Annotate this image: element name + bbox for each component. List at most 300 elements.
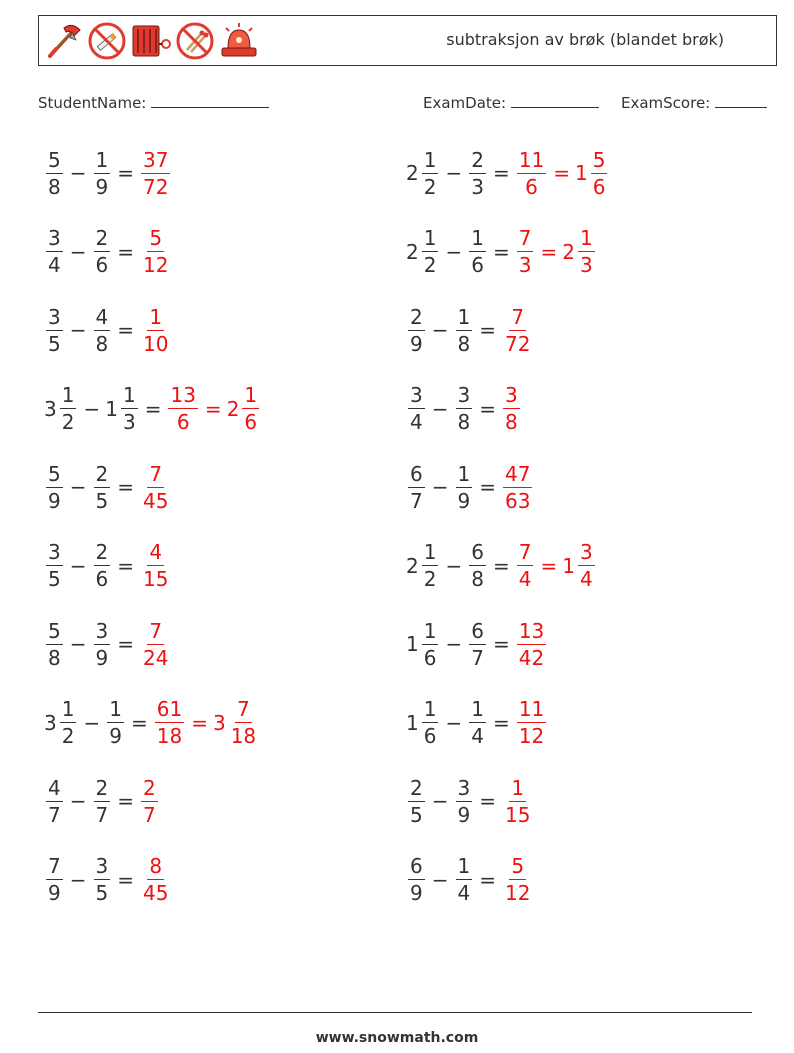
minuend-numerator: 3 — [410, 383, 423, 407]
minuend-denominator: 2 — [423, 253, 437, 277]
answer-mixed-number-whole: 2 — [562, 239, 575, 264]
minus-sign: − — [431, 475, 449, 499]
answer-fraction-numerator: 37 — [143, 147, 169, 172]
subtrahend-numerator: 1 — [109, 697, 122, 721]
answer-mixed-number — [574, 147, 609, 199]
answer-fraction-numerator: 5 — [511, 854, 525, 878]
answer-fraction-numerator: 11 — [518, 147, 545, 172]
answer-fraction-fraction — [141, 228, 170, 275]
minuend-denominator: 2 — [61, 410, 75, 434]
answer-fraction-fraction — [517, 699, 546, 746]
subtrahend — [454, 461, 475, 513]
exam-score-blank[interactable] — [715, 93, 767, 108]
answer-fraction-denominator: 24 — [143, 645, 169, 670]
answer-fraction-numerator: 7 — [149, 618, 163, 643]
answer-fraction — [139, 147, 172, 199]
subtrahend-fraction — [94, 461, 111, 513]
minuend-denominator: 9 — [410, 881, 423, 905]
answer-mixed-number-whole: 1 — [574, 161, 588, 185]
minuend — [44, 618, 65, 670]
minuend-denominator: 2 — [423, 567, 437, 591]
answer-fraction — [139, 618, 172, 670]
answer-fraction-fraction — [503, 775, 532, 827]
answer-fraction-numerator: 7 — [511, 304, 525, 329]
minuend-whole: 2 — [406, 553, 419, 578]
equals-sign: = — [117, 632, 134, 656]
minuend-numerator: 1 — [423, 540, 437, 564]
minuend-fraction — [408, 304, 425, 356]
minuend-numerator: 2 — [410, 304, 423, 329]
answer-fraction-denominator: 18 — [156, 724, 183, 748]
answer-fraction-fraction — [503, 385, 520, 432]
subtrahend-denominator: 9 — [95, 174, 109, 199]
problem-row — [44, 378, 261, 440]
answer-fraction — [139, 304, 172, 356]
minus-sign: − — [69, 475, 87, 499]
answer-fraction-numerator: 61 — [156, 697, 183, 721]
subtrahend — [467, 699, 488, 746]
answer-fraction — [139, 461, 172, 513]
answer-mixed-number-fraction — [242, 385, 259, 432]
minus-sign: − — [445, 553, 463, 578]
minuend-denominator: 7 — [410, 488, 423, 513]
minuend — [406, 618, 440, 670]
equals-sign: = — [479, 475, 496, 499]
minuend — [44, 856, 65, 903]
minus-sign: − — [445, 710, 463, 735]
answer-mixed-number-denominator: 3 — [579, 253, 593, 277]
minuend — [406, 304, 427, 356]
minuend-numerator: 1 — [61, 697, 75, 721]
subtrahend-fraction — [469, 147, 486, 199]
subtrahend — [454, 856, 475, 903]
answer-mixed-number-fraction — [578, 542, 595, 589]
subtrahend-numerator: 3 — [457, 383, 471, 407]
minuend-denominator: 8 — [48, 645, 61, 670]
minuend-whole: 2 — [406, 239, 419, 264]
subtrahend-denominator: 9 — [95, 645, 109, 670]
answer-fraction-numerator: 8 — [149, 854, 163, 878]
problem-row — [406, 849, 534, 911]
answer-mixed-number-fraction — [591, 147, 608, 199]
answer-fraction-denominator: 6 — [525, 174, 538, 199]
minuend-fraction — [46, 542, 63, 589]
subtrahend — [92, 856, 113, 903]
answer-fraction-denominator: 45 — [143, 488, 169, 513]
problem-row — [406, 299, 534, 361]
subtrahend-fraction — [94, 618, 111, 670]
answer-mixed-number-whole: 3 — [212, 710, 226, 735]
subtrahend-fraction — [94, 228, 111, 275]
equals-sign: = — [492, 239, 510, 264]
subtrahend-fraction — [469, 542, 486, 589]
subtrahend-denominator: 8 — [471, 567, 484, 591]
answer-fraction — [515, 228, 536, 275]
subtrahend-denominator: 6 — [95, 253, 109, 277]
subtrahend-numerator: 6 — [471, 540, 484, 564]
subtrahend — [92, 618, 113, 670]
subtrahend — [467, 542, 488, 589]
equals-sign: = — [479, 318, 496, 342]
answer-fraction — [166, 385, 199, 432]
answer-mixed-number-numerator: 5 — [592, 147, 606, 172]
subtrahend-numerator: 1 — [471, 697, 484, 721]
answer-fraction — [139, 775, 160, 827]
answer-fraction-numerator: 13 — [170, 383, 196, 407]
answer-fraction-denominator: 7 — [143, 802, 156, 827]
answer-fraction-fraction — [503, 461, 532, 513]
equals-sign: = — [479, 396, 496, 421]
subtrahend-denominator: 5 — [95, 881, 109, 905]
equals-sign: = — [479, 789, 496, 813]
subtrahend-fraction — [94, 775, 111, 827]
minuend-denominator: 2 — [423, 174, 437, 199]
subtrahend — [454, 304, 475, 356]
answer-fraction-numerator: 5 — [149, 226, 163, 250]
student-name-blank[interactable] — [151, 93, 269, 108]
subtrahend-fraction — [94, 304, 111, 356]
worksheet-header — [38, 15, 777, 66]
minuend — [406, 542, 440, 589]
answer-mixed-number-denominator: 6 — [244, 410, 258, 434]
problem-row — [44, 299, 172, 361]
subtrahend-denominator: 8 — [457, 410, 471, 434]
fire-axe-icon — [42, 20, 84, 62]
subtrahend — [92, 147, 113, 199]
answer-mixed-number-denominator: 4 — [579, 567, 593, 591]
minuend — [406, 147, 440, 199]
footer-divider — [38, 1012, 752, 1013]
problem-row — [44, 221, 172, 283]
exam-score-label: ExamScore: — [621, 94, 711, 112]
exam-date-blank[interactable] — [511, 93, 599, 108]
minuend-numerator: 1 — [61, 383, 75, 407]
subtrahend-denominator: 6 — [471, 253, 484, 277]
minuend-numerator: 1 — [423, 697, 437, 721]
minuend — [44, 699, 78, 746]
answer-mixed-number-numerator: 1 — [579, 226, 593, 250]
subtrahend-denominator: 8 — [95, 331, 109, 356]
minuend-fraction — [408, 461, 425, 513]
equals-sign: = — [492, 632, 510, 656]
equals-sign: = — [144, 396, 162, 421]
subtrahend-numerator: 3 — [95, 618, 109, 643]
subtrahend — [454, 385, 475, 432]
subtrahend-fraction — [456, 461, 473, 513]
subtrahend — [92, 542, 113, 589]
minuend-fraction — [422, 542, 439, 589]
fire-alarm-siren-icon — [218, 20, 260, 62]
minus-sign: − — [83, 710, 101, 735]
answer-mixed-number-whole: 1 — [562, 553, 575, 578]
minus-sign: − — [445, 632, 463, 656]
exam-score-field — [621, 93, 767, 112]
answer-mixed-number-numerator: 7 — [237, 697, 250, 721]
problem-row — [44, 142, 172, 204]
minuend-whole: 3 — [44, 710, 57, 735]
minuend-fraction — [408, 385, 425, 432]
minuend — [44, 775, 65, 827]
problem-row — [406, 221, 597, 283]
minuend-denominator: 6 — [423, 645, 437, 670]
subtrahend — [467, 147, 488, 199]
minuend-denominator: 8 — [48, 174, 61, 199]
subtrahend-fraction — [456, 856, 473, 903]
subtrahend — [467, 228, 488, 275]
minus-sign: − — [431, 789, 449, 813]
minuend-whole: 1 — [406, 710, 419, 735]
minuend-numerator: 1 — [423, 147, 437, 172]
answer-fraction-fraction — [503, 856, 532, 903]
subtrahend-numerator: 4 — [95, 304, 109, 329]
minuend — [44, 304, 65, 356]
answer-fraction-denominator: 45 — [143, 881, 169, 905]
subtrahend-numerator: 3 — [457, 775, 471, 800]
minuend — [406, 856, 427, 903]
answer-fraction-denominator: 12 — [143, 253, 169, 277]
answer-fraction — [153, 699, 186, 746]
answer-mixed-number-fraction — [578, 228, 595, 275]
answer-fraction-numerator: 3 — [505, 383, 518, 407]
problem-row — [406, 613, 548, 675]
subtrahend-numerator: 2 — [95, 226, 109, 250]
minuend — [406, 775, 427, 827]
subtrahend-numerator: 2 — [95, 540, 109, 564]
answer-mixed-number — [227, 385, 261, 432]
minuend-fraction — [60, 699, 77, 746]
subtrahend-numerator: 1 — [457, 461, 471, 486]
minuend-numerator: 5 — [48, 618, 61, 643]
minuend — [406, 461, 427, 513]
minus-sign: − — [83, 396, 101, 421]
answer-fraction-denominator: 3 — [518, 253, 532, 277]
answer-fraction-numerator: 1 — [149, 304, 163, 329]
equals-sign: = — [492, 161, 510, 185]
answer-fraction-fraction — [141, 147, 170, 199]
minus-sign: − — [69, 867, 87, 892]
equals-sign: = — [117, 161, 134, 185]
answer-fraction-denominator: 8 — [505, 410, 518, 434]
subtrahend-numerator: 1 — [457, 304, 471, 329]
minuend — [406, 228, 440, 275]
minuend-numerator: 3 — [48, 226, 61, 250]
subtrahend-fraction — [469, 699, 486, 746]
subtrahend-denominator: 9 — [109, 724, 122, 748]
minuend-whole: 3 — [44, 396, 57, 421]
footer-url: www.snowmath.com — [315, 1030, 479, 1046]
subtrahend-numerator: 1 — [95, 147, 109, 172]
subtrahend-denominator: 7 — [95, 802, 109, 827]
answer-fraction-fraction — [141, 856, 170, 903]
minuend-denominator: 9 — [48, 488, 61, 513]
answer-fraction-numerator: 13 — [518, 618, 545, 643]
minus-sign: − — [69, 632, 87, 656]
subtrahend — [92, 304, 113, 356]
subtrahend-denominator: 5 — [95, 488, 109, 513]
minuend-fraction — [46, 461, 63, 513]
problem-row — [406, 378, 522, 440]
minuend — [406, 385, 427, 432]
minuend-denominator: 5 — [48, 567, 61, 591]
answer-fraction — [501, 856, 534, 903]
minuend — [44, 461, 65, 513]
problem-row — [44, 849, 172, 911]
equals-sign: = — [117, 475, 134, 499]
no-smoking-icon — [86, 20, 128, 62]
answer-fraction — [139, 542, 172, 589]
exam-date-field — [423, 93, 599, 112]
equals-sign: = — [492, 710, 510, 735]
answer-fraction — [515, 699, 548, 746]
answer-fraction — [515, 542, 536, 589]
answer-mixed-number-numerator: 3 — [579, 540, 593, 564]
answer-equals-sign: = — [553, 161, 570, 185]
student-name-label: StudentName: — [38, 94, 147, 112]
answer-mixed-number — [562, 542, 596, 589]
subtrahend-fraction — [469, 228, 486, 275]
minuend-denominator: 4 — [48, 253, 61, 277]
answer-fraction-denominator: 10 — [143, 331, 169, 356]
equals-sign: = — [117, 318, 134, 342]
answer-fraction-denominator: 12 — [518, 724, 545, 748]
minuend-denominator: 6 — [423, 724, 437, 748]
answer-fraction-denominator: 42 — [518, 645, 545, 670]
equals-sign: = — [117, 867, 134, 892]
subtrahend — [105, 385, 139, 432]
minuend — [44, 385, 78, 432]
minuend-numerator: 6 — [410, 854, 423, 878]
answer-fraction-fraction — [517, 618, 546, 670]
minuend-numerator: 3 — [48, 540, 61, 564]
minuend-fraction — [46, 147, 63, 199]
answer-fraction-fraction — [517, 228, 534, 275]
subtrahend-fraction — [94, 542, 111, 589]
answer-mixed-number-denominator: 6 — [592, 174, 606, 199]
header-icons — [42, 20, 260, 62]
minus-sign: − — [69, 161, 87, 185]
problem-row — [44, 613, 172, 675]
answer-mixed-number-numerator: 1 — [244, 383, 258, 407]
answer-fraction-numerator: 2 — [143, 775, 156, 800]
subtrahend-fraction — [121, 385, 138, 432]
answer-fraction-fraction — [517, 542, 534, 589]
equals-sign: = — [479, 867, 496, 892]
minuend — [44, 147, 65, 199]
answer-fraction-denominator: 63 — [505, 488, 531, 513]
minus-sign: − — [69, 553, 87, 578]
minuend-numerator: 4 — [48, 775, 61, 800]
fire-hose-reel-icon — [130, 20, 172, 62]
worksheet-title: subtraksjon av brøk (blandet brøk) — [446, 30, 724, 49]
problem-row — [406, 535, 597, 597]
subtrahend — [454, 775, 475, 827]
answer-fraction-denominator: 72 — [143, 174, 169, 199]
answer-fraction-denominator: 72 — [505, 331, 531, 356]
minus-sign: − — [69, 789, 87, 813]
subtrahend-numerator: 3 — [95, 854, 109, 878]
equals-sign: = — [492, 553, 510, 578]
subtrahend — [105, 699, 126, 746]
subtrahend — [92, 461, 113, 513]
minuend-fraction — [60, 385, 77, 432]
answer-fraction-denominator: 12 — [505, 881, 531, 905]
subtrahend-numerator: 2 — [95, 775, 109, 800]
subtrahend-whole: 1 — [105, 396, 118, 421]
subtrahend-fraction — [456, 385, 473, 432]
answer-equals-sign: = — [540, 239, 558, 264]
answer-fraction-numerator: 4 — [149, 540, 163, 564]
problem-row — [44, 692, 260, 754]
answer-fraction-denominator: 15 — [143, 567, 169, 591]
minuend-fraction — [422, 618, 439, 670]
subtrahend-numerator: 1 — [457, 854, 471, 878]
answer-fraction-fraction — [517, 147, 546, 199]
minuend-numerator: 7 — [48, 854, 61, 878]
subtrahend — [92, 228, 113, 275]
student-name-field — [38, 93, 269, 112]
minuend-numerator: 1 — [423, 226, 437, 250]
subtrahend-fraction — [469, 618, 486, 670]
answer-fraction — [139, 228, 172, 275]
answer-fraction — [501, 304, 534, 356]
subtrahend-fraction — [456, 304, 473, 356]
minuend-numerator: 1 — [423, 618, 437, 643]
subtrahend-denominator: 7 — [471, 645, 484, 670]
no-matches-icon — [174, 20, 216, 62]
problem-row — [44, 535, 172, 597]
minuend-denominator: 5 — [48, 331, 61, 356]
minuend-fraction — [408, 856, 425, 903]
answer-fraction-denominator: 15 — [505, 802, 531, 827]
subtrahend-fraction — [94, 147, 111, 199]
subtrahend-numerator: 6 — [471, 618, 484, 643]
minuend — [44, 542, 65, 589]
minuend-fraction — [46, 228, 63, 275]
answer-fraction-fraction — [141, 542, 170, 589]
minuend-fraction — [422, 147, 439, 199]
minuend-numerator: 3 — [48, 304, 61, 329]
answer-fraction-fraction — [141, 461, 170, 513]
minuend-fraction — [46, 856, 63, 903]
answer-fraction — [501, 461, 534, 513]
answer-mixed-number-whole: 2 — [226, 396, 240, 421]
equals-sign: = — [117, 553, 134, 578]
answer-fraction-fraction — [155, 699, 184, 746]
minus-sign: − — [431, 318, 449, 342]
minus-sign: − — [69, 318, 87, 342]
answer-fraction-numerator: 7 — [149, 461, 163, 486]
exam-date-label: ExamDate: — [423, 94, 507, 112]
answer-fraction-fraction — [141, 618, 170, 670]
minuend-fraction — [422, 699, 439, 746]
answer-equals-sign: = — [204, 396, 222, 421]
minuend-whole: 1 — [406, 632, 419, 656]
answer-fraction-fraction — [168, 385, 197, 432]
equals-sign: = — [117, 789, 134, 813]
minuend-numerator: 5 — [48, 461, 61, 486]
subtrahend-fraction — [94, 856, 111, 903]
minus-sign: − — [69, 239, 87, 264]
minuend-fraction — [408, 775, 425, 827]
answer-mixed-number — [213, 699, 260, 746]
problem-row — [44, 456, 172, 518]
minus-sign: − — [431, 396, 449, 421]
answer-fraction-fraction — [141, 304, 170, 356]
subtrahend-denominator: 6 — [95, 567, 109, 591]
answer-fraction — [501, 385, 522, 432]
answer-equals-sign: = — [191, 710, 208, 735]
subtrahend-numerator: 2 — [95, 461, 109, 486]
